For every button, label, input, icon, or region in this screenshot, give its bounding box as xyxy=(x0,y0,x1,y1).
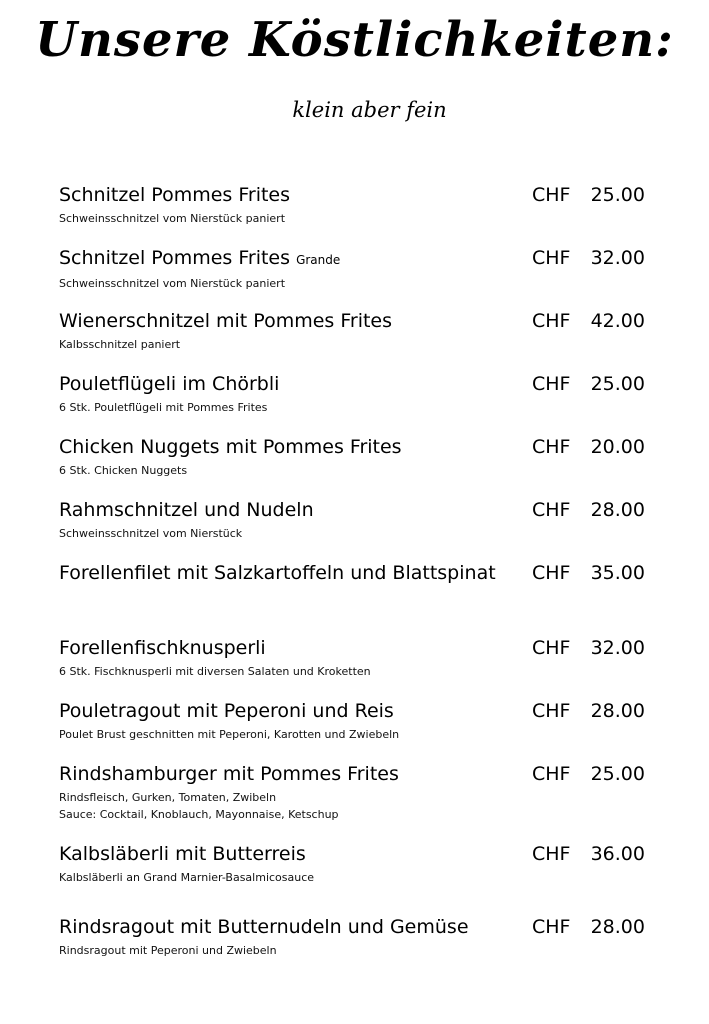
menu-item-name-text: Chicken Nuggets mit Pommes Frites xyxy=(59,436,402,458)
menu-item-price: 36.00 xyxy=(590,843,645,865)
menu-item-name xyxy=(59,244,499,275)
menu-item-currency: CHF xyxy=(532,499,571,521)
menu-item-description: Schweinsschnitzel vom Nierstück paniert xyxy=(59,277,286,290)
menu-item-name xyxy=(59,760,499,789)
menu-item-description: 6 Stk. Fischknusperli mit diversen Salaten und Kroketten xyxy=(59,665,371,678)
menu-item-description: Rindsfleisch, Gurken, Tomaten, Zwibeln xyxy=(59,791,277,804)
menu-item-name-text: Rahmschnitzel und Nudeln xyxy=(59,499,314,521)
menu-item-name xyxy=(59,559,499,588)
menu-item-name-text: Rindsragout mit Butternudeln und Gemüse xyxy=(59,916,469,938)
menu-item-name-text: Rindshamburger mit Pommes Frites xyxy=(59,763,399,785)
menu-item-name-text: Schnitzel Pommes Frites xyxy=(59,184,291,206)
menu-item-description: 6 Stk. Chicken Nuggets xyxy=(59,464,188,477)
menu-item xyxy=(59,181,659,227)
page-subtitle: klein aber fein xyxy=(292,98,447,122)
menu-item xyxy=(59,433,659,479)
menu-item-name-text: Pouletflügeli im Chörbli xyxy=(59,373,280,395)
menu-item-currency: CHF xyxy=(532,184,571,206)
menu-item-price: 32.00 xyxy=(590,247,645,269)
menu-item-name-text: Pouletragout mit Peperoni und Reis xyxy=(59,700,394,722)
menu-item xyxy=(59,307,659,353)
menu-item-name-text: Schnitzel Pommes Frites xyxy=(59,247,291,269)
menu-item-price: 32.00 xyxy=(590,637,645,659)
menu-item xyxy=(59,559,659,588)
menu-item-name xyxy=(59,697,499,726)
menu-item-price: 28.00 xyxy=(590,499,645,521)
menu-item-name xyxy=(59,913,499,942)
menu-item-description: Kalbsläberli an Grand Marnier-Basalmicosauce xyxy=(59,871,315,884)
menu-item xyxy=(59,496,659,542)
menu-item xyxy=(59,760,659,823)
menu-item-name-text: Kalbsläberli mit Butterreis xyxy=(59,843,306,865)
menu-item-name xyxy=(59,634,499,663)
menu-item-currency: CHF xyxy=(532,247,571,269)
menu-item-currency: CHF xyxy=(532,700,571,722)
menu-item-price: 20.00 xyxy=(590,436,645,458)
menu-item-description: 6 Stk. Pouletflügeli mit Pommes Frites xyxy=(59,401,268,414)
menu-item-price: 25.00 xyxy=(590,184,645,206)
menu-item-name xyxy=(59,181,499,210)
menu-item xyxy=(59,840,659,886)
menu-item-description: Kalbsschnitzel paniert xyxy=(59,338,181,351)
menu-item-name-text: Forellenfischknusperli xyxy=(59,637,266,659)
menu-item xyxy=(59,697,659,743)
menu-item xyxy=(59,370,659,416)
menu-item-currency: CHF xyxy=(532,637,571,659)
menu-item-price: 25.00 xyxy=(590,763,645,785)
menu-item-name xyxy=(59,496,499,525)
menu-item-size-label: Grande xyxy=(296,253,341,267)
menu-item-description: Poulet Brust geschnitten mit Peperoni, Karotten und Zwiebeln xyxy=(59,728,400,741)
menu-item-description: Sauce: Cocktail, Knoblauch, Mayonnaise, Ketschup xyxy=(59,808,339,821)
menu-item-currency: CHF xyxy=(532,763,571,785)
menu-item-currency: CHF xyxy=(532,310,571,332)
menu-item-price: 35.00 xyxy=(590,562,645,584)
menu-item-name xyxy=(59,840,499,869)
menu-item-price: 42.00 xyxy=(590,310,645,332)
menu-item-currency: CHF xyxy=(532,843,571,865)
menu-item-name xyxy=(59,370,499,399)
menu-item-price: 25.00 xyxy=(590,373,645,395)
menu-item-currency: CHF xyxy=(532,562,571,584)
menu-item-name-text: Wienerschnitzel mit Pommes Frites xyxy=(59,310,393,332)
menu-item-description: Schweinsschnitzel vom Nierstück paniert xyxy=(59,212,286,225)
menu-item-price: 28.00 xyxy=(590,916,645,938)
menu-item-currency: CHF xyxy=(532,436,571,458)
menu-item-currency: CHF xyxy=(532,916,571,938)
menu-item-currency: CHF xyxy=(532,373,571,395)
menu-item xyxy=(59,913,659,959)
menu-item-name xyxy=(59,307,499,336)
menu-item-description: Rindsragout mit Peperoni und Zwiebeln xyxy=(59,944,277,957)
menu-item-name xyxy=(59,433,499,462)
menu-item xyxy=(59,634,659,680)
menu-item xyxy=(59,244,659,292)
page-title: Unsere Köstlichkeiten: xyxy=(35,12,674,68)
menu-item-name-text: Forellenfilet mit Salzkartoffeln und Blattspinat xyxy=(59,562,496,584)
menu-item-description: Schweinsschnitzel vom Nierstück xyxy=(59,527,243,540)
menu-item-price: 28.00 xyxy=(590,700,645,722)
